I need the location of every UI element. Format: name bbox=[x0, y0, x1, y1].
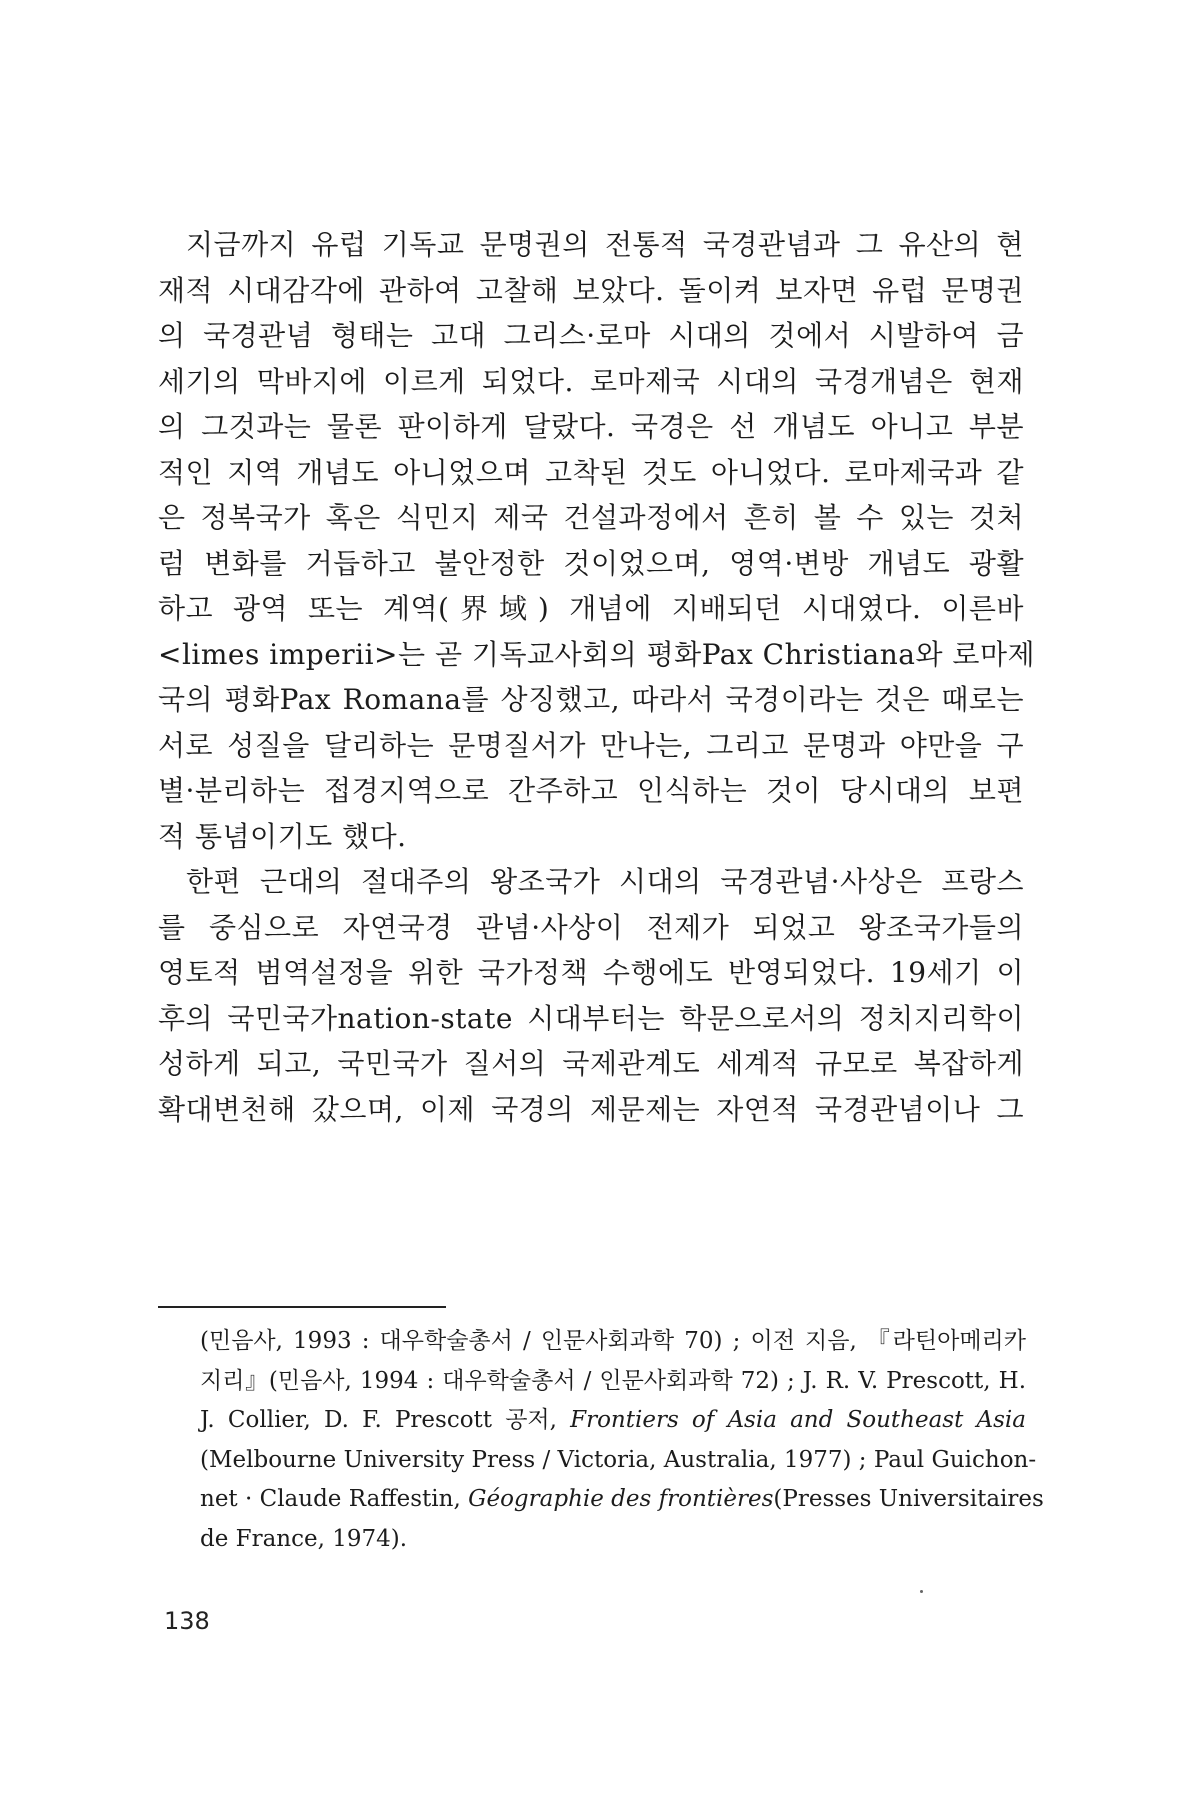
body-text bbox=[158, 222, 1036, 1132]
body-line: 성하게 되고, 국민국가 질서의 국제관계도 세계적 규모로 복잡하게 bbox=[158, 1047, 1024, 1080]
scan-speck bbox=[920, 1590, 923, 1593]
footnote-line: de France, 1974). bbox=[200, 1525, 408, 1552]
body-line: 지금까지 유럽 기독교 문명권의 전통적 국경관념과 그 유산의 현 bbox=[186, 228, 1024, 261]
body-line: 별·분리하는 접경지역으로 간주하고 인식하는 것이 당시대의 보편 bbox=[158, 774, 1024, 807]
body-line: 의 국경관념 형태는 고대 그리스·로마 시대의 것에서 시발하여 금 bbox=[158, 319, 1024, 352]
body-line: 영토적 범역설정을 위한 국가정책 수행에도 반영되었다. 19세기 이 bbox=[158, 956, 1024, 989]
footnote-line: 지리』(민음사, 1994 : 대우학술총서 / 인문사회과학 72) ; J. R. V. Prescott, H. bbox=[200, 1367, 1026, 1394]
body-line: 국의 평화Pax Romana를 상징했고, 따라서 국경이라는 것은 때로는 bbox=[158, 683, 1024, 716]
book-title: Géographie des frontières bbox=[468, 1486, 774, 1512]
footnote-line: net · Claude Raffestin, Géographie des frontières(Presses Universitaires bbox=[200, 1486, 1044, 1512]
footnote-line: (Melbourne University Press / Victoria, Australia, 1977) ; Paul Guichon- bbox=[200, 1446, 1037, 1473]
body-line: 서로 성질을 달리하는 문명질서가 만나는, 그리고 문명과 야만을 구 bbox=[158, 728, 1024, 762]
body-line: 를 중심으로 자연국경 관념·사상이 전제가 되었고 왕조국가들의 bbox=[158, 910, 1024, 944]
body-line: 의 그것과는 물론 판이하게 달랐다. 국경은 선 개념도 아니고 부분 bbox=[158, 410, 1024, 443]
book-title: Frontiers of Asia and Southeast Asia bbox=[570, 1407, 1026, 1433]
body-line: 적인 지역 개념도 아니었으며 고착된 것도 아니었다. 로마제국과 같 bbox=[158, 455, 1024, 489]
body-line: 확대변천해 갔으며, 이제 국경의 제문제는 자연적 국경관념이나 그 bbox=[158, 1092, 1024, 1126]
body-line: 한편 근대의 절대주의 왕조국가 시대의 국경관념·사상은 프랑스 bbox=[186, 865, 1024, 898]
body-line: 럼 변화를 거듭하고 불안정한 것이었으며, 영역·변방 개념도 광활 bbox=[158, 546, 1024, 580]
footnote-divider bbox=[158, 1306, 446, 1308]
body-line: 하고 광역 또는 계역(界域) 개념에 지배되던 시대였다. 이른바 bbox=[158, 592, 1024, 625]
footnote-line: J. Collier, D. F. Prescott 공저, Frontiers of Asia and Southeast Asia bbox=[200, 1407, 1026, 1433]
body-line: 후의 국민국가nation-state 시대부터는 학문으로서의 정치지리학이 bbox=[158, 1001, 1024, 1035]
body-line: 적 통념이기도 했다. bbox=[158, 819, 407, 853]
body-line: 은 정복국가 혹은 식민지 제국 건설과정에서 흔히 볼 수 있는 것처 bbox=[158, 501, 1024, 534]
body-line: 세기의 막바지에 이르게 되었다. 로마제국 시대의 국경개념은 현재 bbox=[158, 364, 1024, 398]
footnote-line: (민음사, 1993 : 대우학술총서 / 인문사회과학 70) ; 이전 지음, 『라틴아메리카 bbox=[200, 1328, 1026, 1354]
body-line: <limes imperii>는 곧 기독교사회의 평화Pax Christiana와 로마제 bbox=[158, 637, 1036, 671]
body-line: 재적 시대감각에 관하여 고찰해 보았다. 돌이켜 보자면 유럽 문명권 bbox=[158, 273, 1024, 307]
page-number: 138 bbox=[164, 1607, 210, 1635]
footnote bbox=[200, 1322, 1044, 1559]
